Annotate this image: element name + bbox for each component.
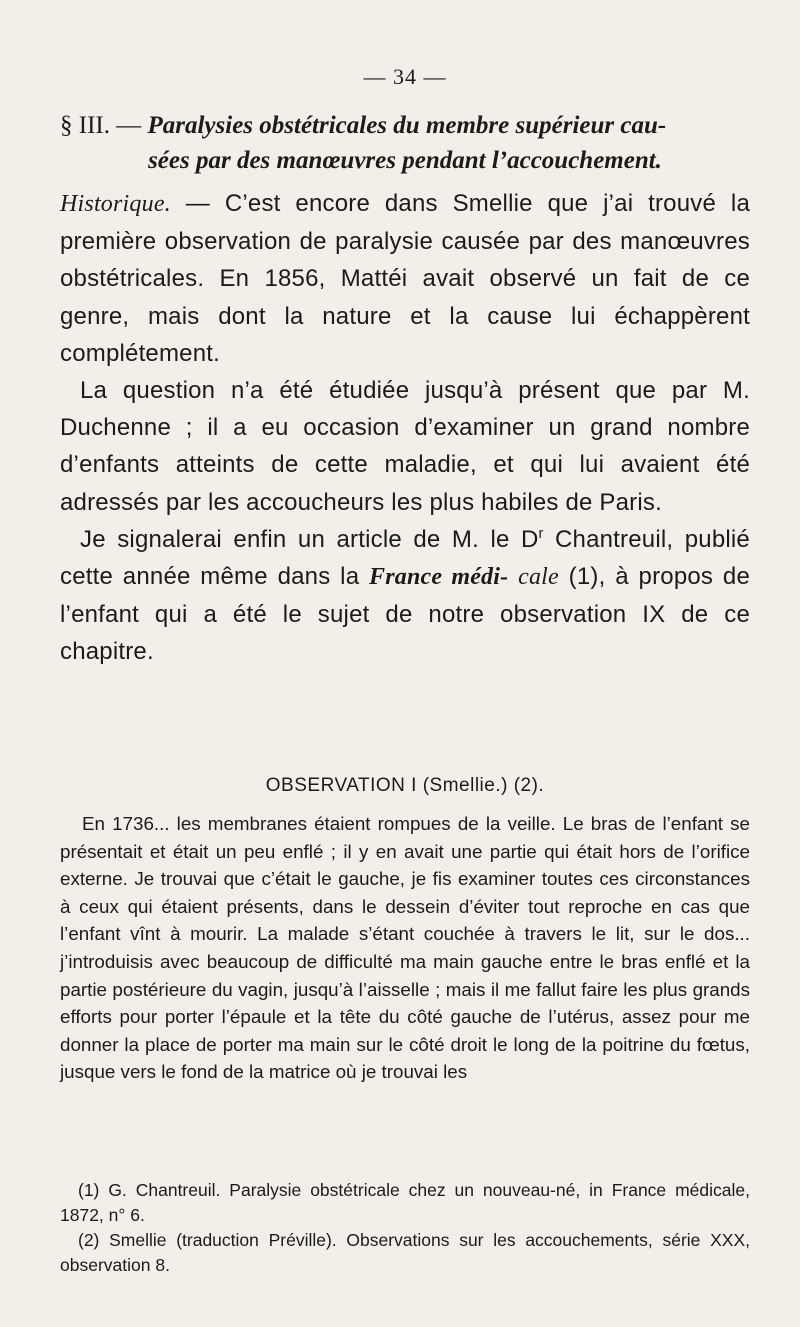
paragraph-text: (1), à propos de l’enfant qui a été le sujet de notre observation IX de ce chapitre. (60, 563, 751, 666)
section-title (60, 108, 750, 178)
paragraph-text: La question n’a été étudiée jusqu’à présent que par M. Duchenne ; il a eu occasion d’examiner un grand nombre d’enfants atteints de cette maladie, et qui lui avaient été adressés par les accoucheurs les plus habiles de Paris. (60, 377, 750, 516)
paragraph-chantreuil (60, 521, 750, 671)
main-text (60, 185, 750, 671)
footnotes (60, 1178, 750, 1278)
section-title-line1: Paralysies obstétricales du membre supérieur cau- (147, 112, 667, 139)
page-number: — 34 — (363, 64, 447, 89)
footnote-2: (2) Smellie (traduction Préville). Observations sur les accouchements, série XXX, observation 8. (60, 1230, 750, 1275)
journal-title-cont: cale (518, 564, 559, 591)
journal-title: France médi- (369, 564, 509, 591)
section-prefix: § III. — (60, 112, 142, 139)
observation-text (60, 810, 750, 1086)
footnote-1: (1) G. Chantreuil. Paralysie obstétricale chez un nouveau-né, in France médicale, 1872, n° 6. (60, 1180, 750, 1225)
observation-paragraph: En 1736... les membranes étaient rompues de la veille. Le bras de l’enfant se présentait et était un peu enflé ; il y en avait une partie qui était hors de l’orifice externe. Je trouvai que c’était le gauche, je fis examiner toutes ces circonstances à ceux qui étaient présents, dans le dessein d’éviter tout reproche en cas que l’enfant vînt à mourir. La malade s’étant couchée à travers le lit, sur le dos... j’introduisis avec beaucoup de difficulté ma main gauche entre le bras enflé et la partie postérieure du vagin, jusqu’à l’aisselle ; mais il me fallut faire les plus grands efforts pour porter l’épaule et la tête du côté gauche de l’utérus, assez pour me donner la place de porter ma main sur le côté droit le long de la poitrine du fœtus, jusque vers le fond de la matrice où je trouvai les (60, 813, 750, 1083)
paragraph-text: Je signalerai enfin un article de M. le D (80, 525, 539, 553)
section-title-line2: sées par des manœuvres pendant l’accouchement. (148, 147, 662, 174)
paragraph-text: Chantreuil, publié cette année même dans la (60, 525, 750, 591)
paragraph-historique (60, 185, 750, 372)
paragraph-text: — C’est encore dans Smellie que j’ai trouvé la première observation de paralysie causée par des manœuvres obstétricales. En 1856, Mattéi avait observé un fait de ce genre, mais dont la nature et la cause lui échappèrent complétement. (60, 190, 750, 367)
superscript-r: r (538, 525, 544, 542)
paragraph-duchenne (60, 372, 750, 521)
observation-title: OBSERVATION I (Smellie.) (2). (265, 775, 545, 796)
historique-heading: Historique. (60, 191, 171, 217)
